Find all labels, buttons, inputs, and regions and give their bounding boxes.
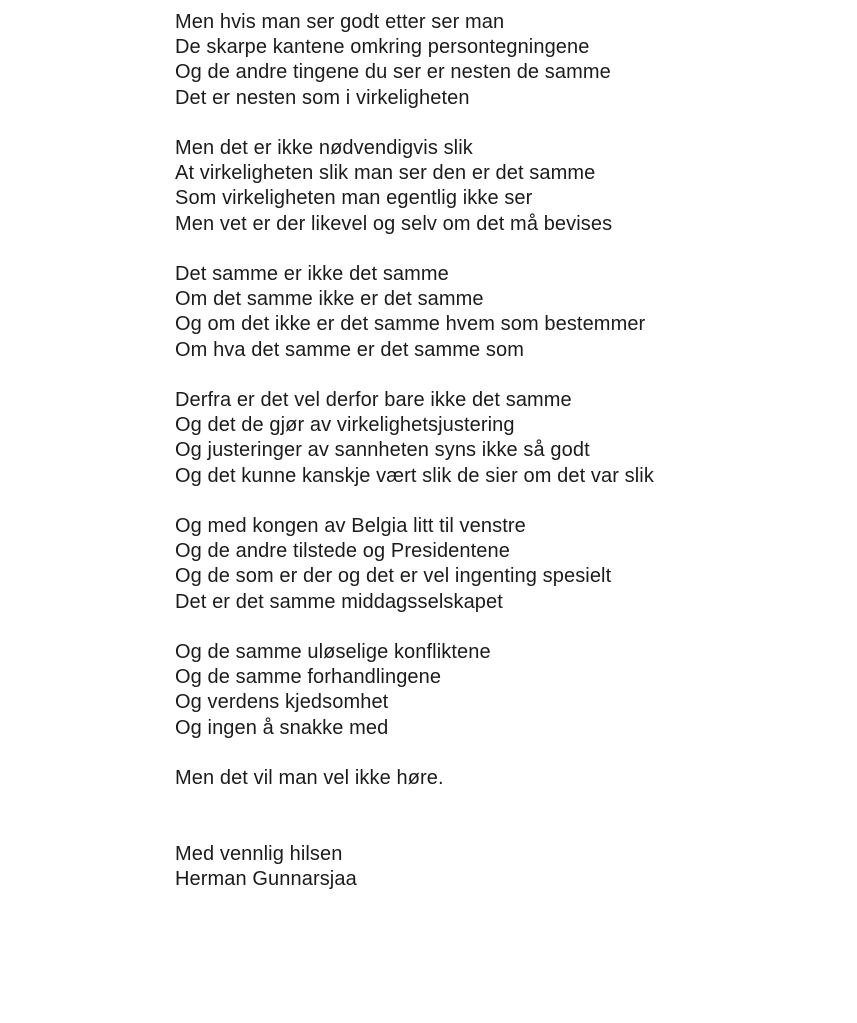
signature-block bbox=[175, 842, 817, 892]
poem-line: Det samme er ikke det samme bbox=[175, 263, 449, 285]
poem-line: Som virkeligheten man egentlig ikke ser bbox=[175, 187, 533, 210]
poem-stanzas bbox=[175, 10, 817, 791]
poem-body bbox=[175, 10, 817, 892]
poem-line: Og om det ikke er det samme hvem som bestemmer bbox=[175, 313, 646, 336]
poem-line: At virkeligheten slik man ser den er det samme bbox=[175, 162, 596, 185]
poem-line: Og verdens kjedsomhet bbox=[175, 691, 389, 714]
poem-line: Og de andre tingene du ser er nesten de samme bbox=[175, 61, 611, 84]
poem-stanza bbox=[175, 766, 817, 791]
poem-line: Og ingen å snakke med bbox=[175, 716, 389, 739]
poem-line: Og justeringer av sannheten syns ikke så godt bbox=[175, 439, 590, 462]
poem-line: Og de samme uløselige konfliktene bbox=[175, 641, 491, 663]
poem-line: Og det kunne kanskje vært slik de sier om det var slik bbox=[175, 464, 654, 487]
poem-stanza bbox=[175, 10, 817, 111]
poem-line: Men vet er der likevel og selv om det må bevises bbox=[175, 212, 613, 235]
poem-stanza bbox=[175, 388, 817, 489]
poem-stanza bbox=[175, 640, 817, 741]
signature-line: Herman Gunnarsjaa bbox=[175, 867, 357, 890]
poem-line: Men det vil man vel ikke høre. bbox=[175, 767, 444, 789]
poem-line: Og det de gjør av virkelighetsjustering bbox=[175, 414, 515, 437]
poem-line: Og med kongen av Belgia litt til venstre bbox=[175, 515, 526, 537]
poem-line: Derfra er det vel derfor bare ikke det samme bbox=[175, 389, 572, 411]
poem-line: Om hva det samme er det samme som bbox=[175, 338, 524, 361]
poem-line: Det er det samme middagsselskapet bbox=[175, 590, 503, 613]
poem-line: De skarpe kantene omkring persontegningene bbox=[175, 36, 590, 59]
poem-line: Men det er ikke nødvendigvis slik bbox=[175, 137, 473, 159]
signature-line: Med vennlig hilsen bbox=[175, 842, 343, 865]
poem-line: Men hvis man ser godt etter ser man bbox=[175, 11, 505, 33]
poem-line: Og de andre tilstede og Presidentene bbox=[175, 540, 510, 563]
poem-stanza bbox=[175, 136, 817, 237]
poem-line: Og de samme forhandlingene bbox=[175, 666, 442, 689]
poem-line: Og de som er der og det er vel ingenting spesielt bbox=[175, 565, 612, 588]
poem-stanza bbox=[175, 262, 817, 363]
poem-stanza bbox=[175, 514, 817, 615]
poem-line: Det er nesten som i virkeligheten bbox=[175, 86, 470, 109]
poem-line: Om det samme ikke er det samme bbox=[175, 288, 484, 311]
